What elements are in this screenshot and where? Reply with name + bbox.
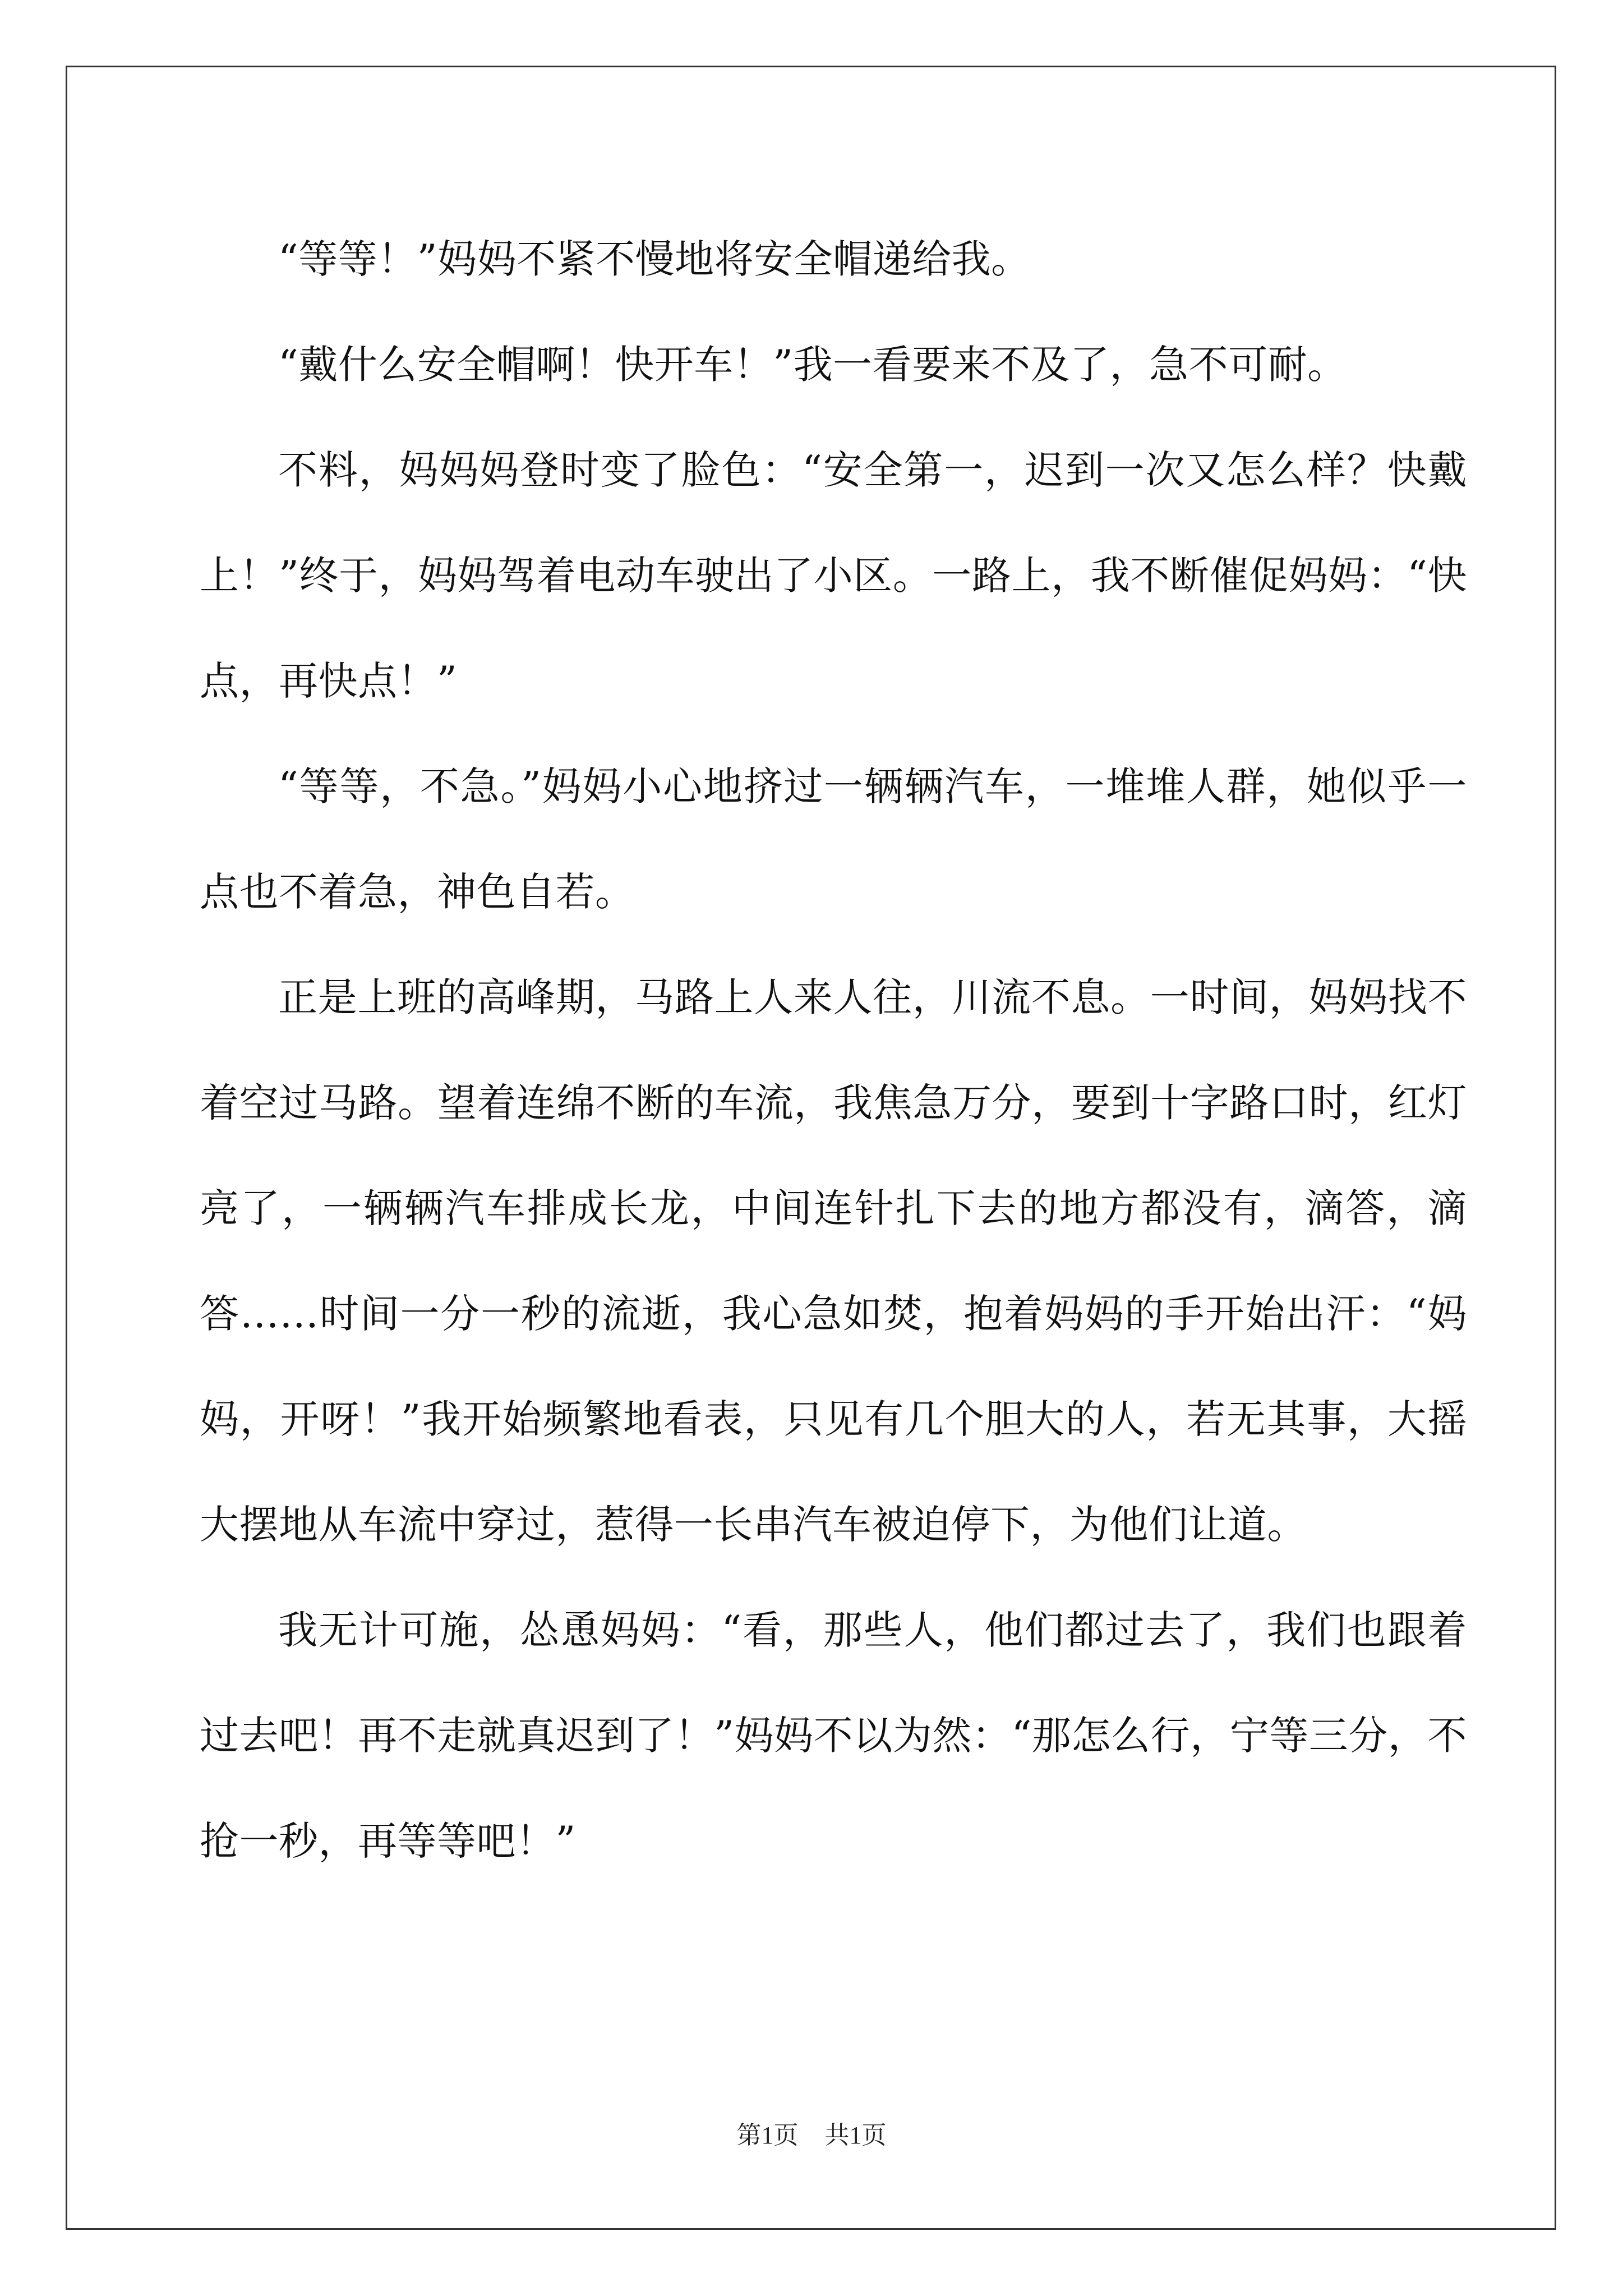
paragraph: “等等，不急。”妈妈小心地挤过一辆辆汽车，一堆堆人群，她似乎一点也不着急，神色自若。 [200, 763, 1467, 915]
paragraph: 我无计可施，怂恿妈妈：“看，那些人，他们都过去了，我们也跟着过去吧！再不走就真迟到了！”妈妈不以为然：“那怎么行，宁等三分，不抢一秒，再等等吧！” [200, 1607, 1467, 1864]
paragraph: “等等！”妈妈不紧不慢地将安全帽递给我。 [278, 236, 1031, 282]
paragraph: 正是上班的高峰期，马路上人来人往，川流不息。一时间，妈妈找不着空过马路。望着连绵不断的车流，我焦急万分，要到十字路口时，红灯亮了，一辆辆汽车排成长龙，中间连针扎下去的地方都没有，滴答，滴答……时间一分一秒的流逝，我心急如焚，抱着妈妈的手开始出汗：“妈妈，开呀！”我开始频繁地看表，只见有几个胆大的人，若无其事，大摇大摆地从车流中穿过，惹得一长串汽车被迫停下，为他们让道。 [200, 974, 1467, 1548]
page-number: 第1页 [736, 2122, 799, 2149]
page-footer [0, 2115, 1623, 2151]
paragraph: 不料，妈妈妈登时变了脸色：“安全第一，迟到一次又怎么样？快戴上！”终于，妈妈驾着电动车驶出了小区。一路上，我不断催促妈妈：“快点，再快点！” [200, 447, 1467, 704]
paragraph: “戴什么安全帽啊！快开车！”我一看要来不及了，急不可耐。 [278, 342, 1347, 388]
document-body [200, 206, 1467, 1894]
page-total: 共1页 [824, 2122, 887, 2149]
